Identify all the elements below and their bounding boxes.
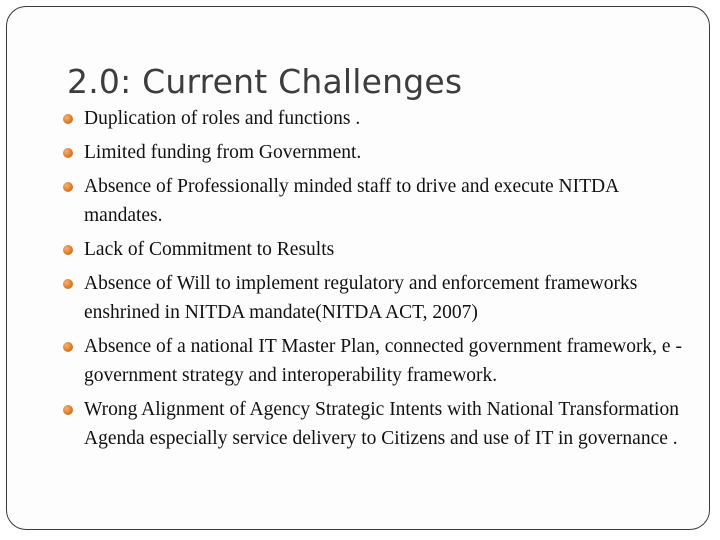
bullet-item xyxy=(63,332,688,390)
bullet-text: Lack of Commitment to Results xyxy=(84,239,335,260)
bullet-text: Absence of Professionally minded staff to drive and execute NITDA mandates. xyxy=(84,176,619,226)
bullet-dot-icon xyxy=(63,114,73,124)
bullet-dot-icon xyxy=(63,148,73,158)
bullet-text: Absence of Will to implement regulatory and enforcement frameworks enshrined in NITDA mandate(NITDA ACT, 2007) xyxy=(84,273,638,323)
bullet-item xyxy=(63,395,688,453)
bullet-text: Duplication of roles and functions . xyxy=(84,108,361,129)
bullet-dot-icon xyxy=(63,182,73,192)
bullet-dot-icon xyxy=(63,405,73,415)
bullet-dot-icon xyxy=(63,279,73,289)
bullet-text: Limited funding from Government. xyxy=(84,142,362,163)
bullet-item xyxy=(63,138,688,167)
bullet-item xyxy=(63,172,688,230)
bullet-dot-icon xyxy=(63,342,73,352)
bullet-item xyxy=(63,269,688,327)
bullet-item xyxy=(63,104,688,133)
slide-title: 2.0: Current Challenges xyxy=(67,62,463,101)
bullet-item xyxy=(63,235,688,264)
bullet-dot-icon xyxy=(63,245,73,255)
bullet-text: Wrong Alignment of Agency Strategic Intents with National Transformation Agenda especially service delivery to Citizens and use of IT in governance . xyxy=(84,399,679,449)
bullet-list xyxy=(63,104,688,458)
bullet-text: Absence of a national IT Master Plan, connected government framework, e -government strategy and interoperability framework. xyxy=(84,336,682,386)
